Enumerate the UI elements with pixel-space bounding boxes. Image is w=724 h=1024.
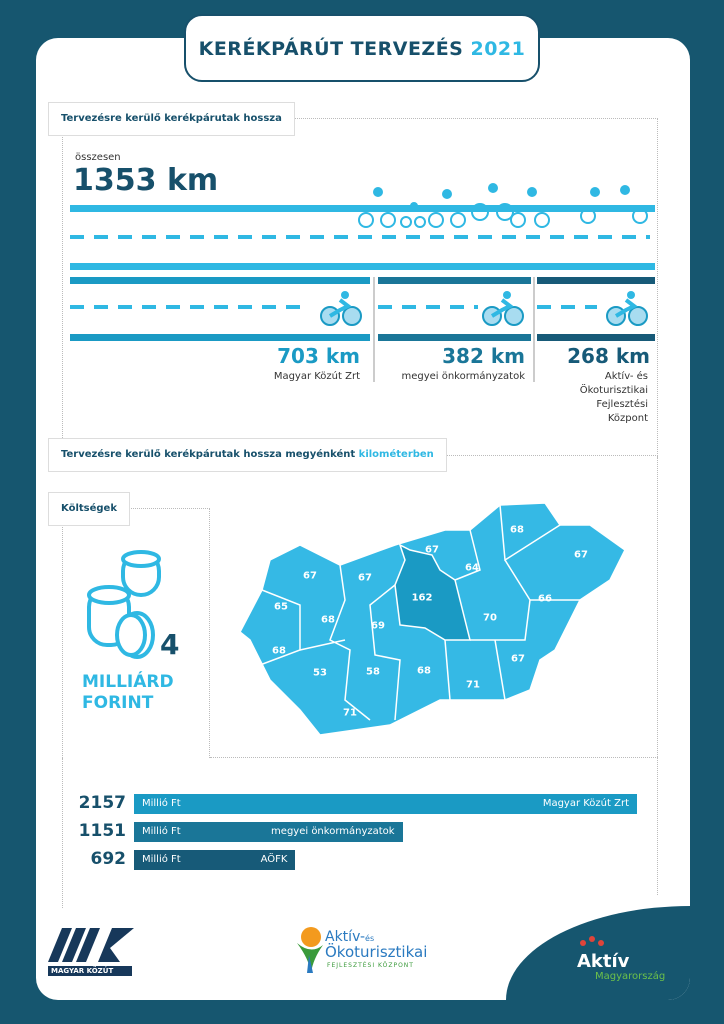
county-value: 67 [303,570,317,582]
total-caption: összesen [75,152,121,163]
cyclist-icon [318,290,364,328]
county-value: 53 [313,667,327,679]
aofk-logo-line3: FEJLESZTÉSI KÖZPONT [327,962,414,969]
road-mk-bottom [70,334,370,341]
section-label-costs: Költségek [48,492,130,526]
cost-bar-name: megyei önkormányzatok [271,826,395,837]
county-value: 68 [321,614,335,626]
cost-value-mk: 2157 [78,793,126,813]
aofk-name-line: Aktív- és [604,371,648,382]
mk-name: Magyar Közút Zrt [273,371,360,382]
aofk-name-line: Ökoturisztikai [579,385,648,396]
total-value: 1353 km [73,163,219,198]
county-value: 67 [425,544,439,556]
aofk-name [540,370,648,426]
map-label-text: Tervezésre kerülő kerékpárutak hossza megyénként [61,449,356,460]
cost-amount: 4 [160,628,180,661]
megyei-length: 382 km [442,344,525,368]
road-megyei-bottom [378,334,531,341]
megyei-name: megyei önkormányzatok [401,371,525,382]
county-value: 71 [343,707,357,719]
aofk-logo [295,925,455,975]
cost-unit [82,672,174,714]
mk-length: 703 km [277,344,360,368]
divider [533,277,535,382]
road-megyei-top [378,277,531,284]
section-label-map [48,438,447,472]
road-mk-dash [70,305,310,309]
aktiv-logo-text: Aktív [577,951,630,972]
aofk-logo-es: és [365,934,375,943]
cost-unit-label: Millió Ft [142,798,181,809]
page-title [184,14,540,82]
section-frame [210,757,658,758]
road-mk-top [70,277,370,284]
county-value: 65 [274,601,288,613]
county-value-pest: 162 [411,592,433,604]
aofk-length: 268 km [567,344,650,368]
map-label-accent: kilométerben [358,449,434,460]
coins-icon [85,545,165,665]
cost-unit-label: Millió Ft [142,826,181,837]
cost-unit-label: Millió Ft [142,854,181,865]
aofk-logo-line1: Aktív- [325,929,366,945]
section-label-length: Tervezésre kerülő kerékpárutak hossza [48,102,295,136]
divider [373,277,375,382]
cost-bar-mk [134,794,637,814]
title-text: KERÉKPÁRÚT TERVEZÉS [198,38,464,60]
aofk-name-line: Fejlesztési [596,399,648,410]
aktiv-logo-subtext: Magyarország [595,971,666,982]
aofk-logo-line2: Ökoturisztikai [325,943,428,961]
cyclist-icon [604,290,650,328]
county-value: 66 [538,593,552,605]
county-value: 70 [483,612,497,624]
county-value: 58 [366,666,380,678]
road-aofk-bottom [537,334,655,341]
county-value: 64 [465,562,479,574]
cost-unit-line1: MILLIÁRD [82,672,174,692]
aofk-name-line: Központ [607,413,648,424]
county-value: 67 [574,549,588,561]
county-value: 67 [358,572,372,584]
aktiv-magyarorszag-logo [577,934,665,982]
magyar-kozut-logo [48,928,136,975]
road-aofk-dash [537,305,597,309]
county-value: 68 [510,524,524,536]
section-frame [62,758,63,908]
total-road-bottom [70,263,655,270]
total-road-top [70,205,655,212]
cost-value-aofk: 692 [90,849,126,869]
cost-bar-name: AÖFK [260,854,288,865]
county-value: 69 [371,620,385,632]
county-value: 68 [272,645,286,657]
title-year: 2021 [470,38,526,60]
total-road-dash [70,235,650,239]
county-value: 68 [417,665,431,677]
mk-logo-text: MAGYAR KÖZÚT [48,966,132,976]
cost-bar-aofk [134,850,295,870]
hungary-county-map [230,495,640,745]
county-value: 67 [511,653,525,665]
cost-value-megyei: 1151 [78,821,126,841]
road-aofk-top [537,277,655,284]
cost-bar-name: Magyar Közút Zrt [542,798,629,809]
cost-unit-line2: FORINT [82,693,154,713]
aofk-logo-mark [295,925,325,975]
road-megyei-dash [378,305,478,309]
county-value: 71 [466,679,480,691]
cost-bar-megyei [134,822,403,842]
aktiv-logo-mark [577,935,607,949]
cyclist-icon [480,290,526,328]
